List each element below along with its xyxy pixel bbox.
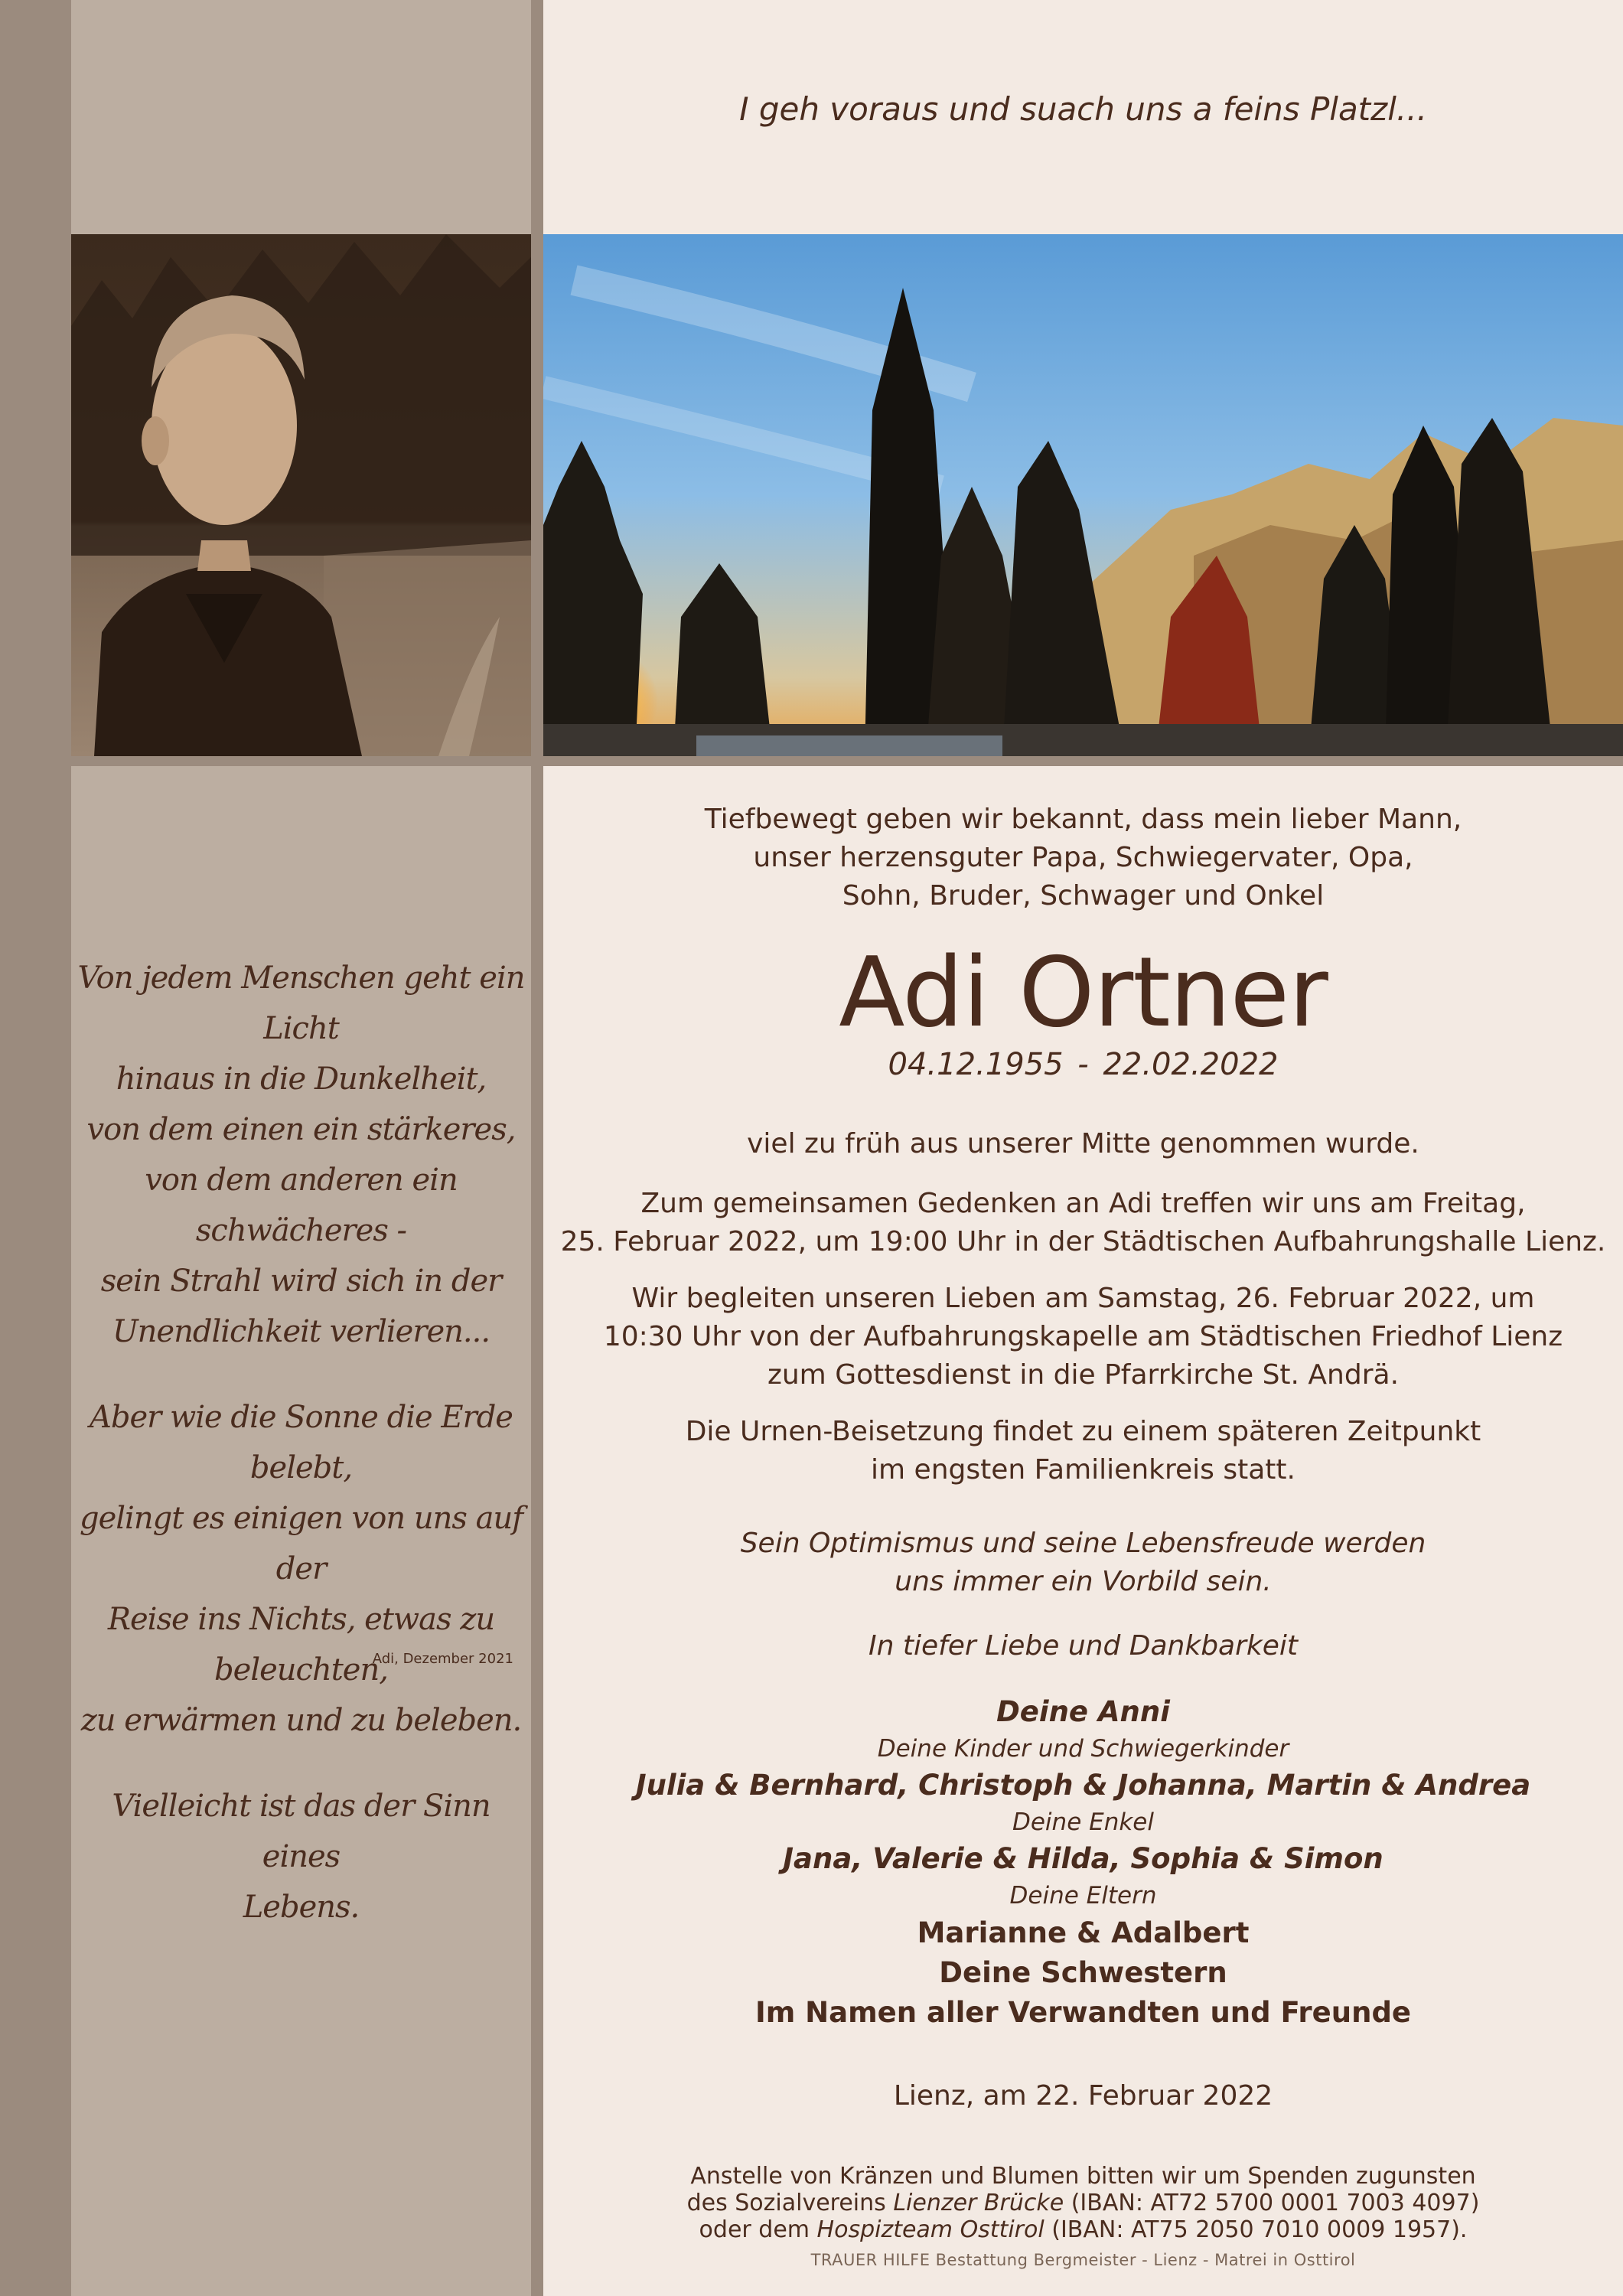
poem-credit: Adi, Dezember 2021 xyxy=(372,1651,513,1667)
donation-text xyxy=(543,2163,1623,2243)
family-parents: Marianne & Adalbert xyxy=(917,1916,1250,1949)
poem-stanza xyxy=(71,1781,531,1932)
donation-org: Lienzer Brücke xyxy=(893,2190,1064,2216)
optimism-text xyxy=(543,1525,1623,1601)
family-parents-label: Deine Eltern xyxy=(1009,1882,1157,1910)
funeral-line: Wir begleiten unseren Lieben am Samstag, 26. Februar 2022, um xyxy=(631,1283,1535,1314)
poem-line: Lebens. xyxy=(243,1890,360,1925)
family-grandchildren: Jana, Valerie & Hilda, Sophia & Simon xyxy=(783,1842,1383,1875)
undertaker-footer: TRAUER HILFE Bestattung Bergmeister - Lienz - Matrei in Osttirol xyxy=(810,2251,1356,2269)
landscape-photo xyxy=(543,234,1623,756)
deceased-name: Adi Ortner xyxy=(839,936,1328,1049)
funeral-text xyxy=(543,1280,1623,1394)
funeral-line: 10:30 Uhr von der Aufbahrungskapelle am Städtischen Friedhof Lienz xyxy=(603,1321,1563,1352)
family-wife: Deine Anni xyxy=(996,1695,1170,1728)
donation-line xyxy=(543,2190,1623,2216)
donation-iban: (IBAN: AT72 5700 0001 7003 4097) xyxy=(1064,2190,1480,2216)
intro-line: Sohn, Bruder, Schwager und Onkel xyxy=(842,880,1325,912)
poem-stanza xyxy=(71,1392,531,1746)
poem-line: hinaus in die Dunkelheit, xyxy=(116,1062,487,1097)
optimism-line: uns immer ein Vorbild sein. xyxy=(895,1566,1272,1597)
poem-line: von dem einen ein stärkeres, xyxy=(86,1112,516,1147)
memorial-line: 25. Februar 2022, um 19:00 Uhr in der Städtischen Aufbahrungshalle Lienz. xyxy=(560,1226,1606,1257)
donation-org: Hospizteam Osttirol xyxy=(816,2216,1045,2243)
urn-text xyxy=(543,1413,1623,1489)
family-grandchildren-label: Deine Enkel xyxy=(1012,1808,1154,1836)
donation-line: Anstelle von Kränzen und Blumen bitten wir um Spenden zugunsten xyxy=(690,2163,1476,2190)
horizontal-band xyxy=(71,756,1623,766)
donation-iban: (IBAN: AT75 2050 7010 0009 1957). xyxy=(1044,2216,1468,2243)
donation-text-part: oder dem xyxy=(699,2216,817,2243)
date-dash: - xyxy=(1077,1047,1089,1082)
family-list xyxy=(543,1693,1623,2033)
donation-text-part: des Sozialvereins xyxy=(686,2190,894,2216)
memorial-text xyxy=(543,1185,1623,1261)
poem-line: Vielleicht ist das der Sinn eines xyxy=(112,1789,490,1874)
optimism-line: Sein Optimismus und seine Lebensfreude werden xyxy=(740,1528,1426,1559)
poem-line: sein Strahl wird sich in der xyxy=(100,1264,502,1299)
family-relatives: Im Namen aller Verwandten und Freunde xyxy=(754,1996,1412,2029)
portrait-photo xyxy=(71,234,531,756)
dankbarkeit-text: In tiefer Liebe und Dankbarkeit xyxy=(868,1630,1299,1662)
poem-line: Unendlichkeit verlieren... xyxy=(112,1314,490,1349)
intro-line: unser herzensguter Papa, Schwiegervater, Opa, xyxy=(753,842,1413,873)
early-text: viel zu früh aus unserer Mitte genommen wurde. xyxy=(747,1128,1419,1159)
place-date: Lienz, am 22. Februar 2022 xyxy=(893,2080,1273,2112)
urn-line: im engsten Familienkreis statt. xyxy=(871,1454,1295,1486)
poem-line: zu erwärmen und zu beleben. xyxy=(80,1703,522,1738)
left-stripe xyxy=(0,0,71,2296)
donation-line xyxy=(543,2216,1623,2243)
life-dates xyxy=(543,1045,1623,1084)
death-date: 22.02.2022 xyxy=(1103,1047,1279,1082)
motto-quote: I geh voraus und suach uns a feins Platzl... xyxy=(739,90,1427,128)
poem-line: Aber wie die Sonne die Erde belebt, xyxy=(90,1400,513,1486)
intro-line: Tiefbewegt geben wir bekannt, dass mein lieber Mann, xyxy=(704,804,1462,835)
family-children-label: Deine Kinder und Schwiegerkinder xyxy=(877,1735,1289,1763)
poem-line: Reise ins Nichts, etwas zu beleuchten, xyxy=(107,1602,495,1688)
birth-date: 04.12.1955 xyxy=(888,1047,1064,1082)
poem-line: gelingt es einigen von uns auf der xyxy=(79,1501,523,1587)
family-sisters: Deine Schwestern xyxy=(939,1956,1227,1989)
poem-line: von dem anderen ein schwächeres - xyxy=(145,1163,458,1248)
vertical-divider xyxy=(531,0,543,2296)
intro-text xyxy=(543,801,1623,915)
funeral-line: zum Gottesdienst in die Pfarrkirche St. Andrä. xyxy=(767,1359,1400,1391)
family-children: Julia & Bernhard, Christoph & Johanna, Martin & Andrea xyxy=(635,1769,1531,1802)
poem-stanza xyxy=(71,953,531,1357)
urn-line: Die Urnen-Beisetzung findet zu einem späteren Zeitpunkt xyxy=(685,1416,1481,1447)
poem xyxy=(71,953,531,1968)
memorial-line: Zum gemeinsamen Gedenken an Adi treffen wir uns am Freitag, xyxy=(640,1188,1526,1219)
poem-line: Von jedem Menschen geht ein Licht xyxy=(77,960,525,1046)
